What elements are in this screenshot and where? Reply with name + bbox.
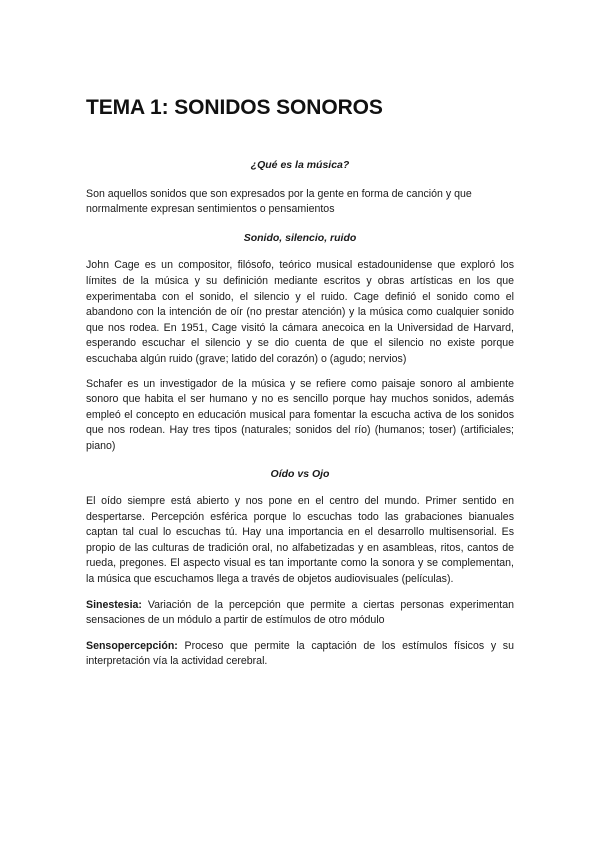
definition-term-sinestesia: Sinestesia: (86, 598, 142, 611)
page-title: TEMA 1: SONIDOS SONOROS (86, 96, 383, 119)
definition-text-sensopercepcion: Proceso que permite la captación de los estímulos físicos y su interpretación vía la actividad cerebral. (86, 639, 514, 668)
paragraph-cage: John Cage es un compositor, filósofo, teórico musical estadounidense que exploró los límites de la música y su definición mediante escritos y obras artísticas en los que experimentaba con el sonido, el silencio y el ruido. Cage definió el sonido como el abandono con la intención de oír (no prestar atención) y la música como cualquier sonido que nos rodea. En 1951, Cage visitó la cámara anecoica en la Universidad de Harvard, esperando escuchar el silencio y se dio cuenta de que el silencio no existe porque escuchaba algún ruido (grave; latido del corazón) o (agudo; nervios) (86, 259, 514, 365)
section-heading-musica: ¿Qué es la música? (250, 159, 350, 171)
paragraph-musica: Son aquellos sonidos que son expresados por la gente en forma de canción y que normalmente expresan sentimientos o pensamientos (86, 187, 472, 216)
definition-term-sensopercepcion: Sensopercepción: (86, 639, 178, 652)
definition-text-sinestesia: Variación de la percepción que permite a ciertas personas experimentan sensaciones de un módulo a partir de estímulos de otro módulo (86, 598, 514, 627)
paragraph-schafer: Schafer es un investigador de la música y se refiere como paisaje sonoro al ambiente sonoro que habita el ser humano y no es sencillo porque hay muchos sonidos, además empleó el concepto en educación musical para fomentar la escucha activa de los sonidos que nos rodean. Hay tres tipos (naturales; sonidos del río) (humanos; toser) (artificiales; piano) (86, 377, 514, 452)
section-heading-sonido: Sonido, silencio, ruido (243, 231, 357, 244)
definition-sensopercepcion (86, 639, 514, 670)
section-heading-oido: Oído vs Ojo (270, 467, 330, 480)
paragraph-oido: El oído siempre está abierto y nos pone en el centro del mundo. Primer sentido en despertarse. Percepción esférica porque lo escuchas todo las grabaciones bianuales captan tal cual lo escuchas tú. Hay una importancia en el desarrollo multisensorial. Es propio de las culturas de tradición oral, no alfabetizadas y en asambleas, ritos, cantos de rueda, pregones. El aspecto visual es tan importante como la sonora y se complementan, la música que escuchamos llega a través de objetos audiovisuales (películas). (86, 495, 514, 586)
document-content (86, 96, 514, 670)
definition-sinestesia (86, 598, 514, 629)
